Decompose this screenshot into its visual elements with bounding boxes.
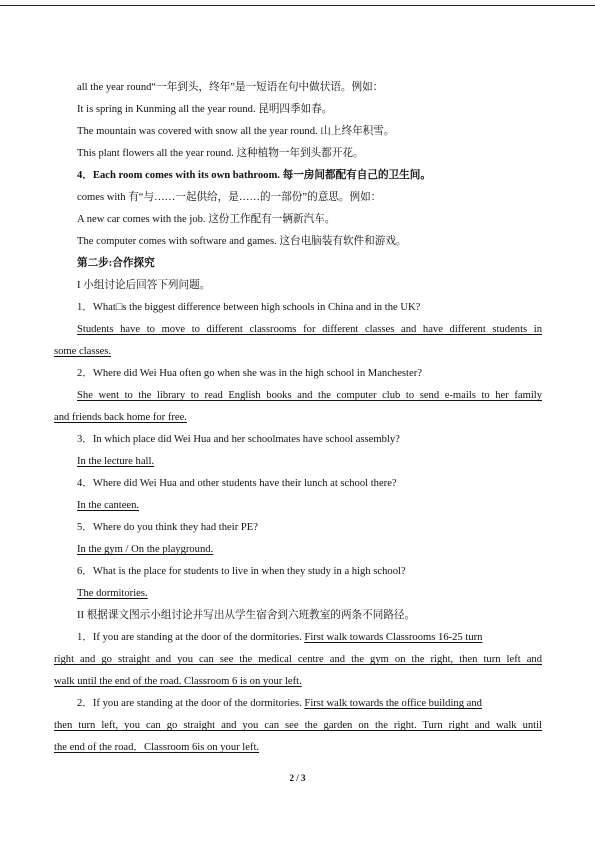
header-rule xyxy=(0,5,595,6)
example-line: The computer comes with software and games. 这台电脑装有软件和游戏。 xyxy=(77,236,407,247)
answer: In the lecture hall. xyxy=(77,456,155,467)
question: 1．What□s the biggest difference between high schools in China and in the UK? xyxy=(77,302,421,313)
answer: Students have to move to different classrooms for different classes and have different students in xyxy=(77,324,542,335)
route-prompt: 2．If you are standing at the door of the dormitories. xyxy=(77,698,305,709)
task-heading: II 根据课文图示小组讨论并写出从学生宿舍到六班教室的两条不同路径。 xyxy=(77,610,416,621)
document-body xyxy=(54,77,542,759)
question: 6．What is the place for students to live in when they study in a high school? xyxy=(77,566,406,577)
route-answer: then turn left, you can go straight and you can see the garden on the right. Turn right and walk until xyxy=(54,720,542,731)
phrase-heading: 4．Each room comes with its own bathroom. 每一房间都配有自己的卫生间。 xyxy=(77,170,431,181)
question: 4．Where did Wei Hua and other students have their lunch at school there? xyxy=(77,478,397,489)
question: 3．In which place did Wei Hua and her schoolmates have school assembly? xyxy=(77,434,400,445)
answer: She went to the library to read English books and the computer club to send e-mails to her family xyxy=(77,390,542,401)
question: 5．Where do you think they had their PE? xyxy=(77,522,258,533)
route-line xyxy=(54,693,542,715)
text-line: comes with 有“与……一起供给，是……的一部份”的意思。例如： xyxy=(77,192,382,203)
route-line xyxy=(54,627,542,649)
route-answer: First walk towards Classrooms 16-25 turn xyxy=(304,632,483,643)
question: 2．Where did Wei Hua often go when she was in the high school in Manchester? xyxy=(77,368,422,379)
answer: In the canteen. xyxy=(77,500,140,511)
example-line: The mountain was covered with snow all the year round. 山上终年积雪。 xyxy=(77,126,395,137)
example-line: This plant flowers all the year round. 这种植物一年到头都开花。 xyxy=(77,148,364,159)
answer: some classes. xyxy=(54,346,112,357)
route-answer: walk until the end of the road. Classroom 6 is on your left. xyxy=(54,676,302,687)
answer: The dormitories. xyxy=(77,588,148,599)
answer: In the gym / On the playground. xyxy=(77,544,214,555)
route-prompt: 1．If you are standing at the door of the dormitories. xyxy=(77,632,305,643)
text-line: all the year round“一年到头，终年”是一短语在句中做状语。例如： xyxy=(77,82,384,93)
section-heading: 第二步:合作探究 xyxy=(77,258,155,269)
answer: and friends back home for free. xyxy=(54,412,187,423)
route-answer: the end of the road．Classroom 6is on your left. xyxy=(54,742,260,753)
example-line: A new car comes with the job. 这份工作配有一辆新汽车。 xyxy=(77,214,336,225)
route-answer: First walk towards the office building and xyxy=(304,698,482,709)
page-number: 2 / 3 xyxy=(289,773,306,783)
task-heading: I 小组讨论后回答下列问题。 xyxy=(77,280,211,291)
example-line: It is spring in Kunming all the year round. 昆明四季如春。 xyxy=(77,104,333,115)
route-answer: right and go straight and you can see the medical centre and the gym on the right, then turn left and xyxy=(54,654,542,665)
